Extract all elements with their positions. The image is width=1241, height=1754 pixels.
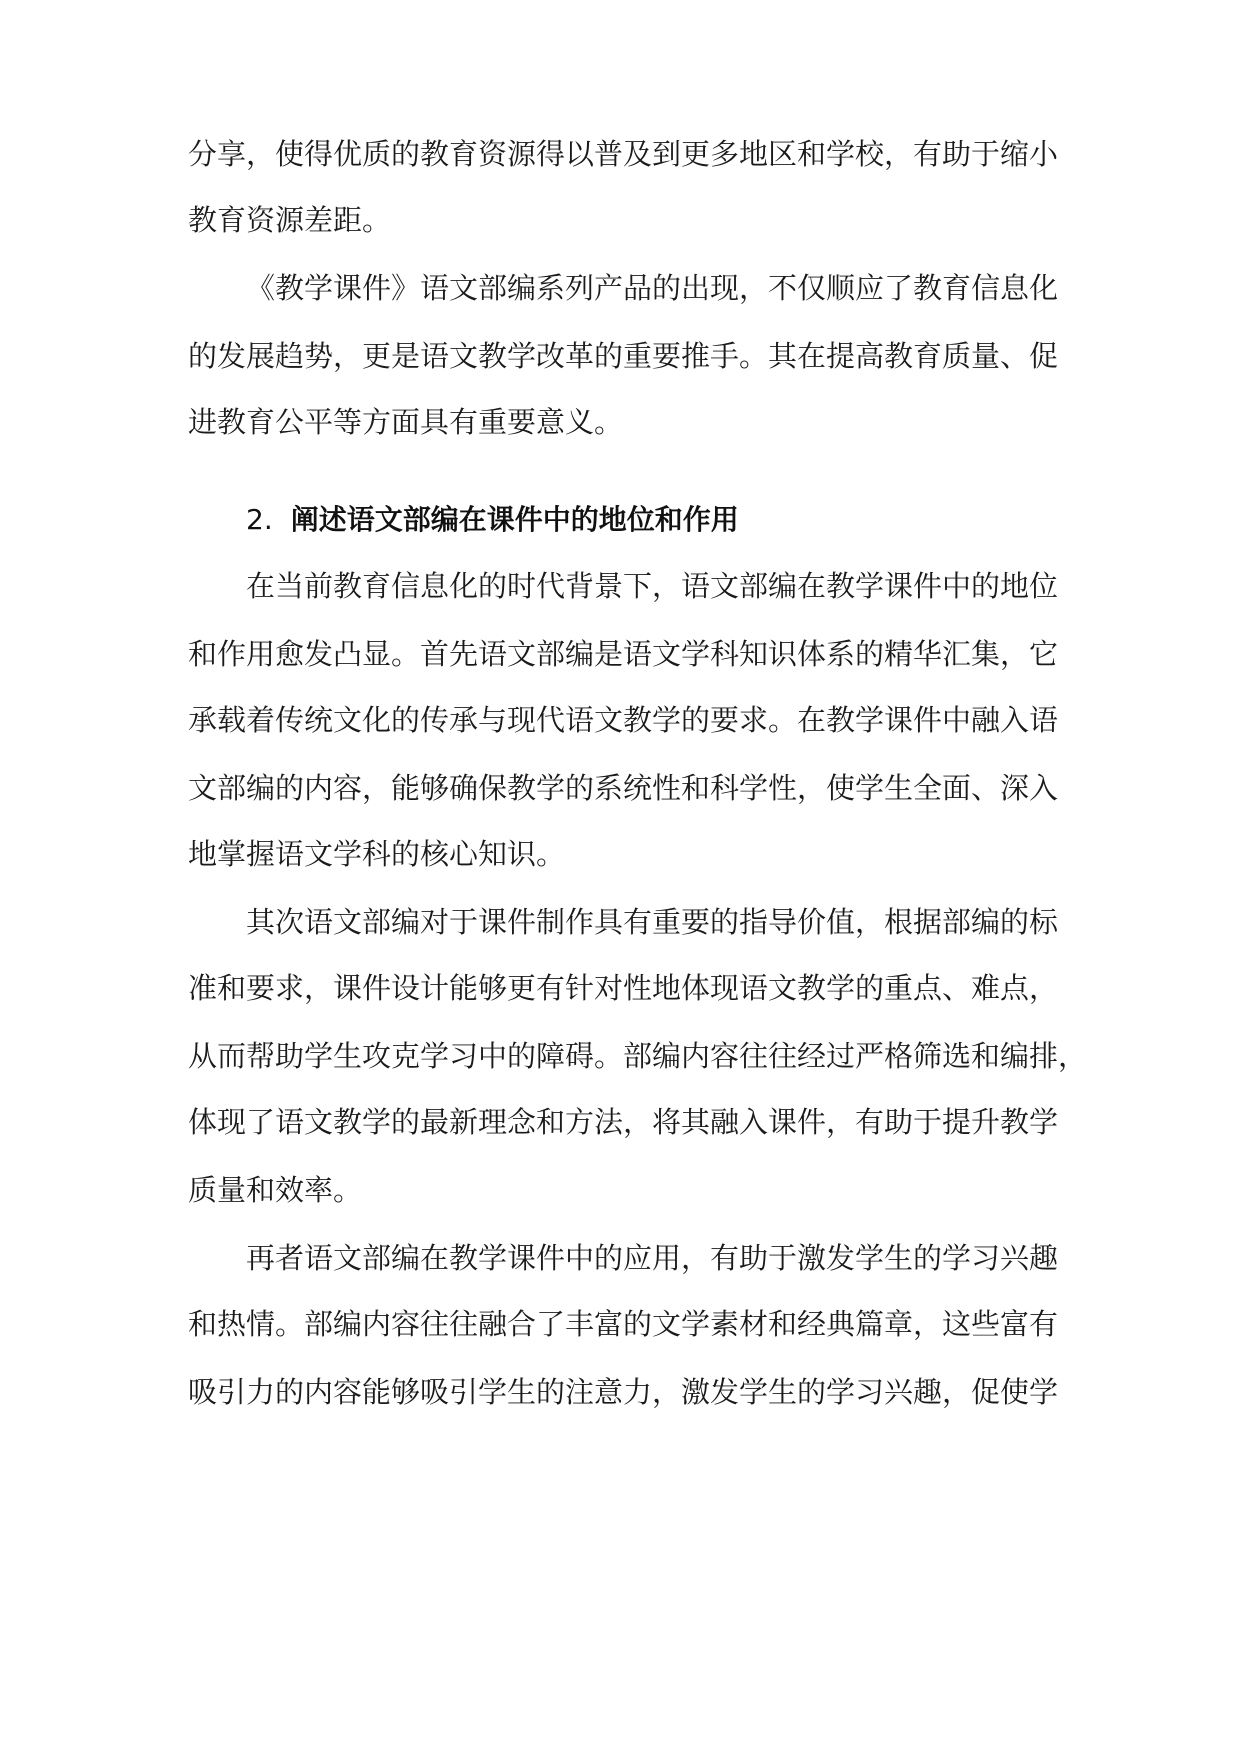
paragraph-line: 地掌握语文学科的核心知识。: [188, 837, 566, 871]
section-heading: [246, 500, 739, 540]
section-title: 阐述语文部编在课件中的地位和作用: [290, 503, 739, 536]
paragraph-line: 和热情。部编内容往往融合了丰富的文学素材和经典篇章，这些富有: [188, 1307, 1059, 1341]
paragraph-line: 分享，使得优质的教育资源得以普及到更多地区和学校，有助于缩小: [188, 137, 1059, 171]
section-number: 2.: [246, 503, 273, 536]
paragraph-line: 和作用愈发凸显。首先语文部编是语文学科知识体系的精华汇集，它: [188, 637, 1059, 671]
paragraph-line: 准和要求，课件设计能够更有针对性地体现语文教学的重点、难点，: [188, 971, 1059, 1005]
paragraph-line: 质量和效率。: [188, 1173, 363, 1207]
paragraph-line: 进教育公平等方面具有重要意义。: [188, 405, 624, 439]
paragraph-line: 吸引力的内容能够吸引学生的注意力，激发学生的学习兴趣，促使学: [188, 1375, 1059, 1409]
paragraph-line: 文部编的内容，能够确保教学的系统性和科学性，使学生全面、深入: [188, 771, 1059, 805]
paragraph-line: 再者语文部编在教学课件中的应用，有助于激发学生的学习兴趣: [246, 1241, 1059, 1275]
paragraph-line: 教育资源差距。: [188, 203, 392, 237]
paragraph-line: 体现了语文教学的最新理念和方法，将其融入课件，有助于提升教学: [188, 1105, 1059, 1139]
paragraph-line: 其次语文部编对于课件制作具有重要的指导价值，根据部编的标: [246, 905, 1059, 939]
paragraph-line: 从而帮助学生攻克学习中的障碍。部编内容往往经过严格筛选和编排，: [188, 1039, 1088, 1073]
paragraph-line: 在当前教育信息化的时代背景下，语文部编在教学课件中的地位: [246, 569, 1059, 603]
paragraph-line: 的发展趋势，更是语文教学改革的重要推手。其在提高教育质量、促: [188, 339, 1059, 373]
paragraph-line: 承载着传统文化的传承与现代语文教学的要求。在教学课件中融入语: [188, 703, 1059, 737]
paragraph-line: 《教学课件》语文部编系列产品的出现，不仅顺应了教育信息化: [246, 271, 1059, 305]
